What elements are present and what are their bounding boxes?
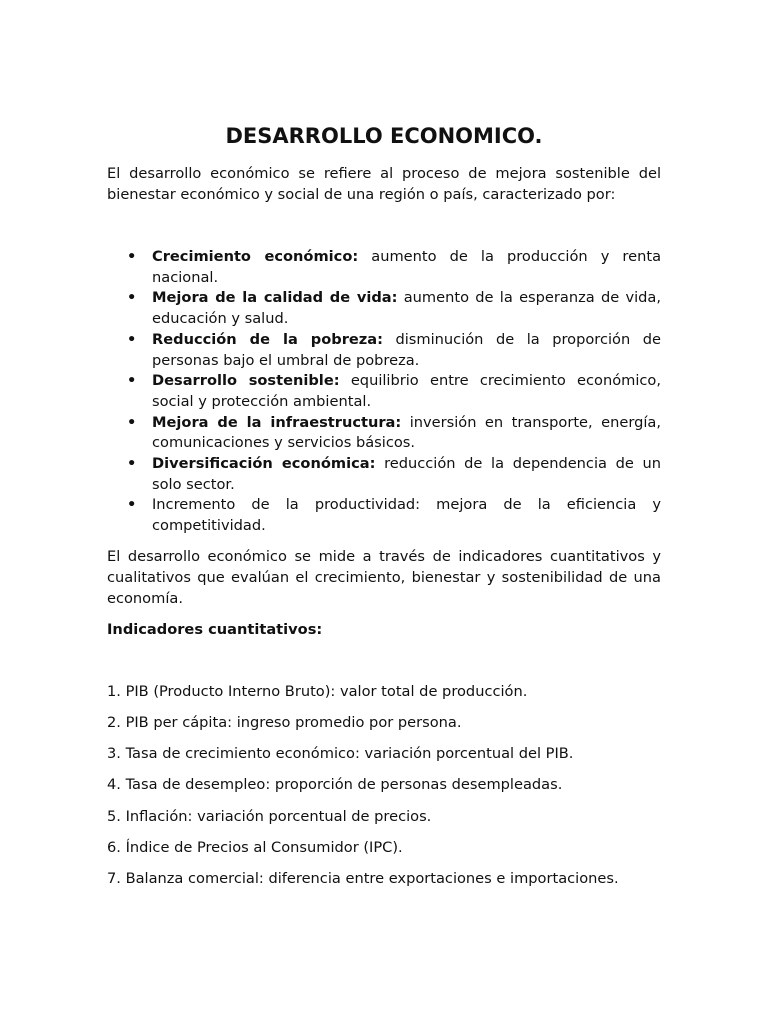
bullet-icon: • [127,496,137,514]
feature-term: Diversificación económica: [152,455,376,473]
list-item: 5. Inflación: variación porcentual de precios. [107,807,432,825]
page-title: DESARROLLO ECONOMICO. [225,124,543,148]
list-item [107,330,661,371]
bullet-icon: • [127,248,137,265]
list-item [107,371,661,412]
list-item [107,495,661,536]
list-item: 4. Tasa de desempleo: proporción de personas desempleadas. [107,776,563,794]
feature-term: Crecimiento económico: [152,248,359,265]
feature-text: equilibrio entre crecimiento económico, social y protección ambiental. [152,372,661,410]
list-item: 6. Índice de Precios al Consumidor (IPC). [107,838,403,856]
measure-paragraph: El desarrollo económico se mide a través de indicadores cuantitativos y cualitativos que evalúan el crecimiento, bienestar y sostenibilidad de una economía. [107,547,661,607]
list-item: 3. Tasa de crecimiento económico: variación porcentual del PIB. [107,745,574,763]
list-item [107,288,661,329]
list-item: 2. PIB per cápita: ingreso promedio por persona. [107,714,462,732]
bullet-icon: • [127,372,137,390]
features-list [107,247,661,537]
feature-term: Desarrollo sostenible: [152,372,340,390]
indicators-list [107,681,661,889]
feature-term: Reducción de la pobreza: [152,330,383,348]
list-item: 1. PIB (Producto Interno Bruto): valor total de producción. [107,682,528,700]
feature-term: Mejora de la calidad de vida: [152,289,398,307]
bullet-icon: • [127,455,137,473]
list-item [107,454,661,495]
feature-text: Incremento de la productividad: mejora de la eficiencia y competitividad. [152,496,661,535]
feature-term: Mejora de la infraestructura: [152,413,402,431]
feature-text: aumento de la producción y renta nacional. [152,248,662,286]
document-page [107,120,661,899]
section-heading: Indicadores cuantitativos: [107,620,323,638]
feature-text: disminución de la proporción de personas bajo el umbral de pobreza. [152,330,661,369]
intro-paragraph: El desarrollo económico se refiere al proceso de mejora sostenible del bienestar económico y social de una región o país, caracterizado por: [107,165,661,203]
list-item [107,413,661,454]
bullet-icon: • [127,330,137,348]
bullet-icon: • [127,413,137,431]
list-item [107,247,661,288]
list-item: 7. Balanza comercial: diferencia entre exportaciones e importaciones. [107,869,619,887]
feature-text: inversión en transporte, energía, comunicaciones y servicios básicos. [152,413,661,452]
bullet-icon: • [127,289,137,307]
feature-text: aumento de la esperanza de vida, educación y salud. [152,289,661,328]
feature-text: reducción de la dependencia de un solo sector. [152,455,661,493]
